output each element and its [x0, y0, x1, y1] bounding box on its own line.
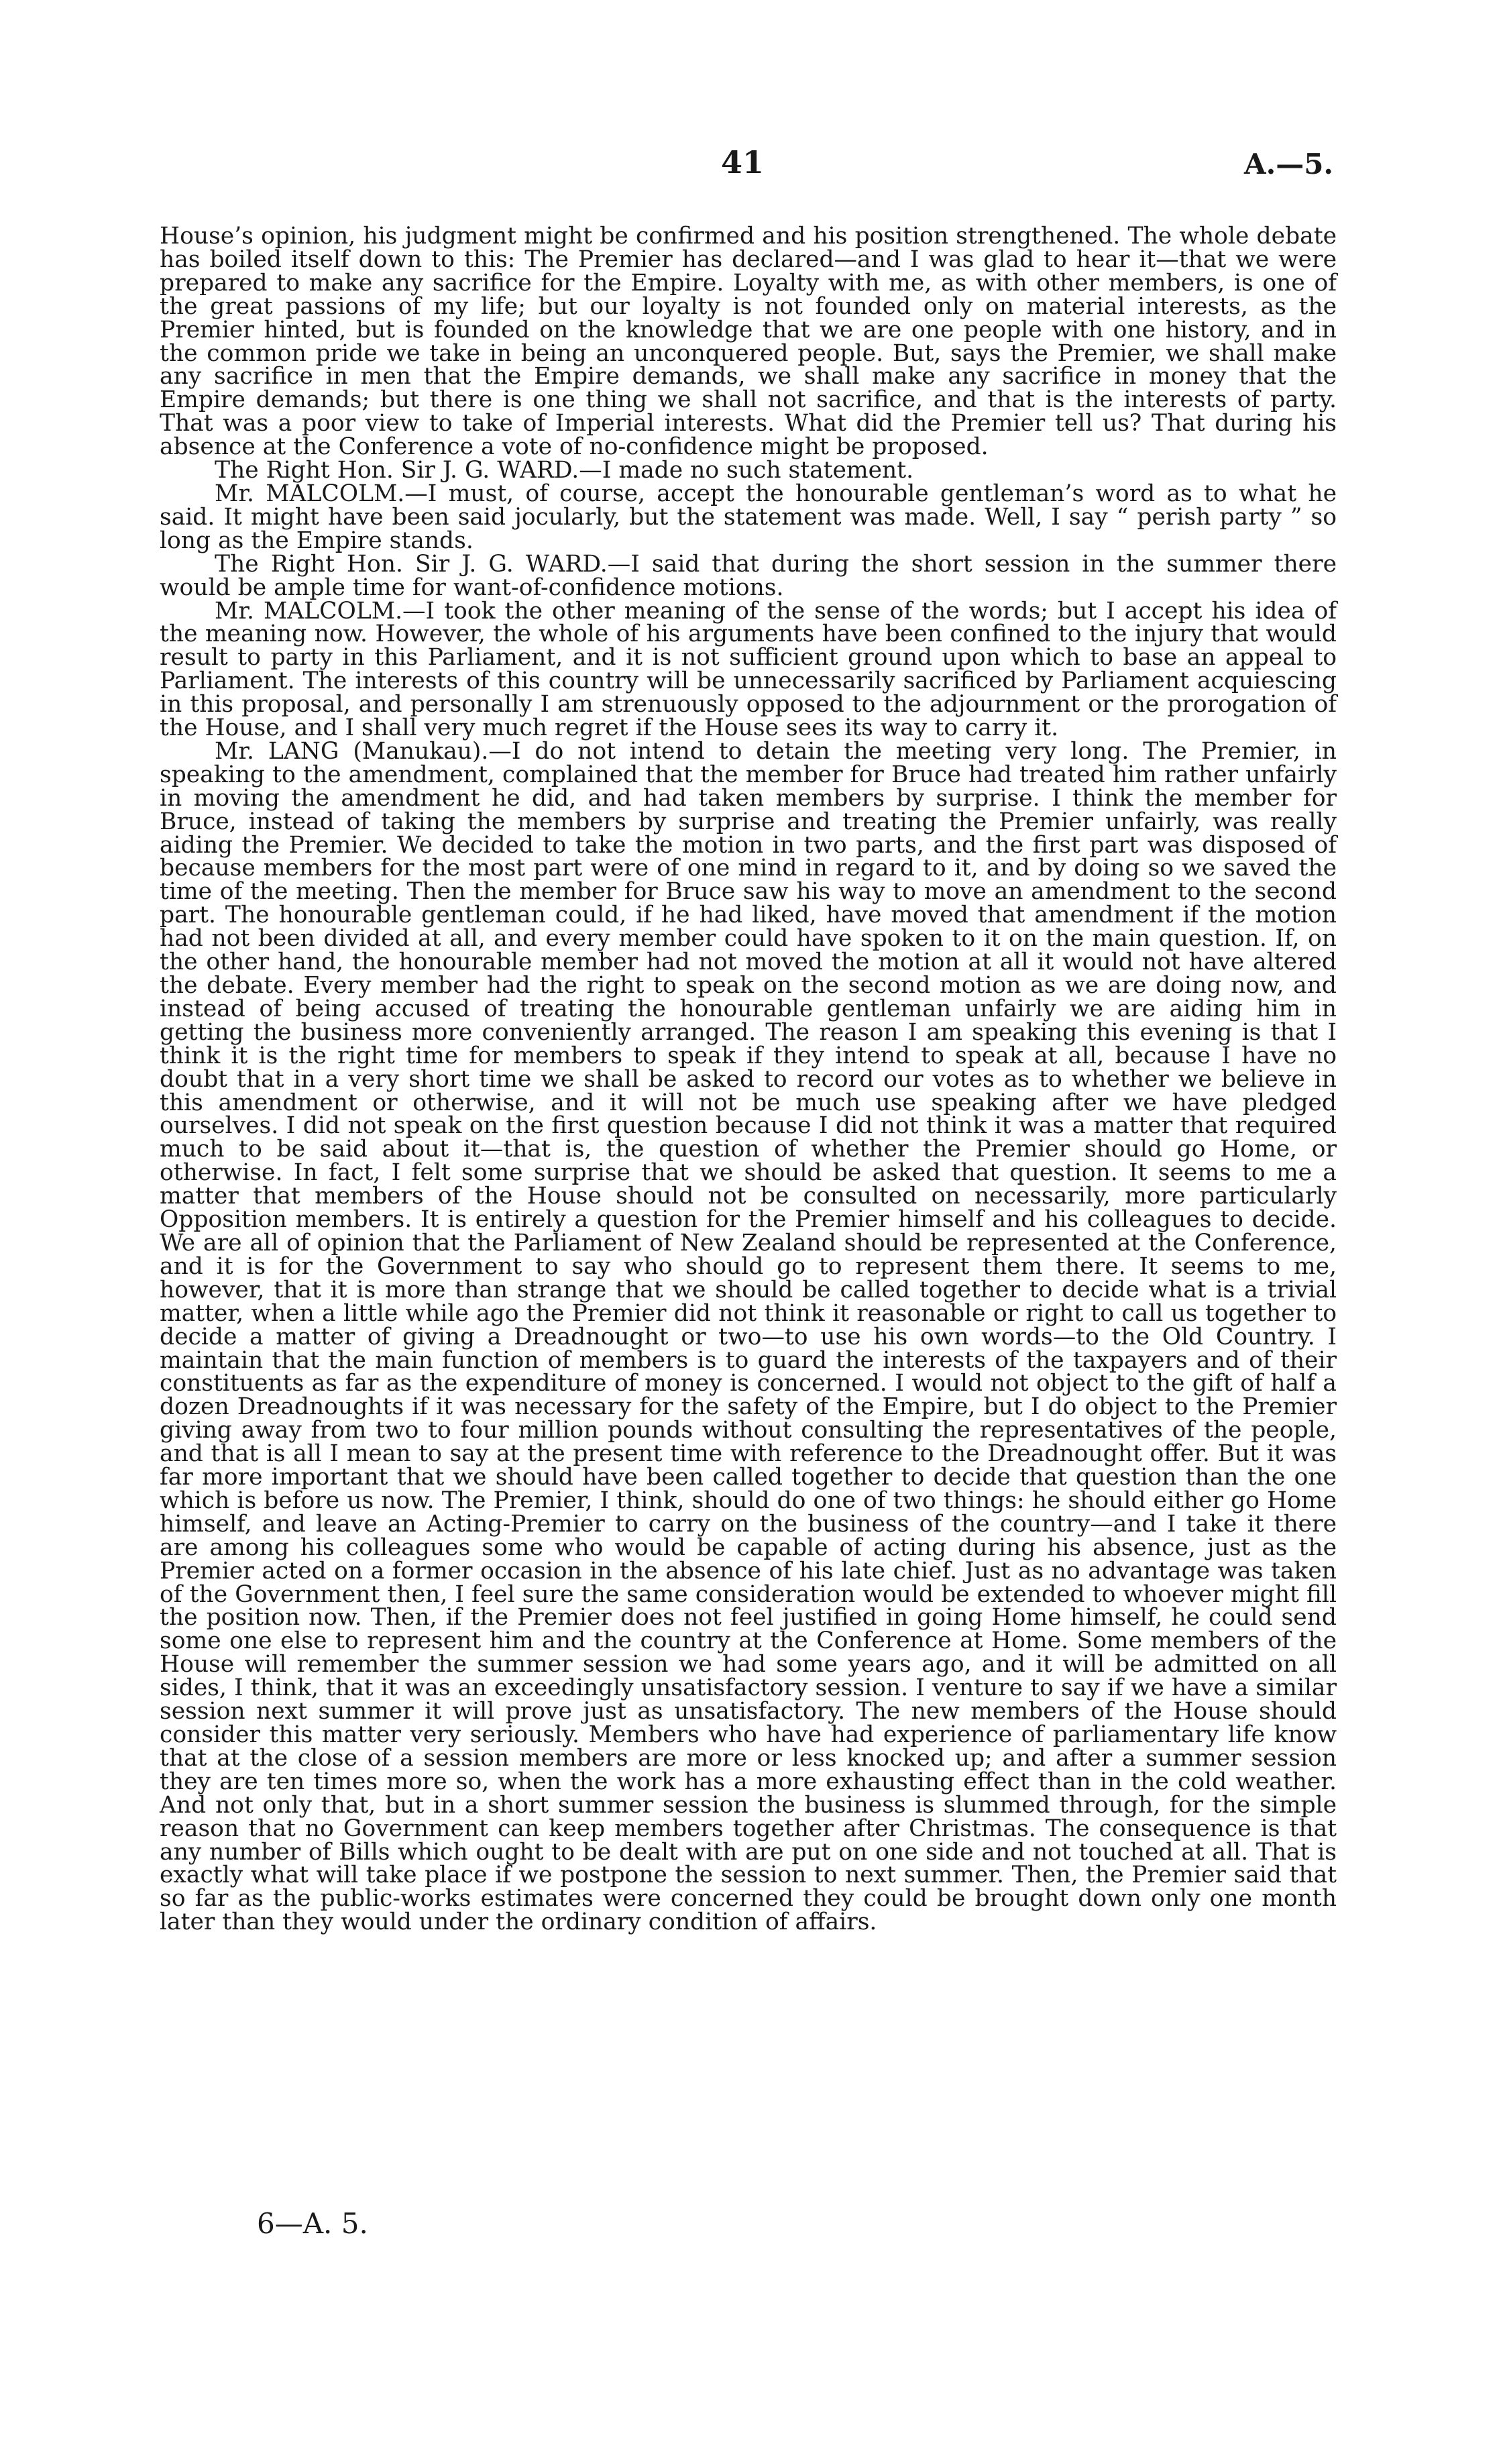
paragraph-lang: Mr. LANG (Manukau).—I do not intend to detain the meeting very long. The Premier, in speaking to the amendment, complained that the member for Bruce had treated him rather unfairly in moving the amendment he did, and had taken members by surprise. I think the member for Bruce, instead of taking the members by surprise and treating the Premier unfairly, was really aiding the Premier. We decided to take the motion in two parts, and the first part was disposed of because members for the most part were of one mind in regard to it, and by doing so we saved the time of the meeting. Then the member for Bruce saw his way to move an amendment to the second part. The honourable gentleman could, if he had liked, have moved that amendment if the motion had not been divided at all, and every member could have spoken to it on the main question. If, on the other hand, the honourable member had not moved the motion at all it would not have altered the debate. Every member had the right to speak on the second motion as we are doing now, and instead of being accused of treating the honourable gentleman unfairly we are aiding him in getting the business more conveniently arranged. The reason I am speaking this evening is that I think it is the right time for members to speak if they intend to speak at all, because I have no doubt that in a very short time we shall be asked to record our votes as to whether we believe in this amendment or otherwise, and it will not be much use speaking after we have pledged ourselves. I did not speak on the first question because I did not think it was a matter that required much to be said about it—that is, the question of whether the Premier should go Home, or otherwise. In fact, I felt some surprise that we should be asked that question. It seems to me a matter that members of the House should not be consulted on necessarily, more particularly Opposition members. It is entirely a question for the Premier himself and his colleagues to decide. We are all of opinion that the Parliament of New Zealand should be represented at the Conference, and it is for the Government to say who should go to represent them there. It seems to me, however, that it is more than strange that we should be called together to decide what is a trivial matter, when a little while ago the Premier did not think it reasonable or right to call us together to decide a matter of giving a Dreadnought or two—to use his own words—to the Old Country. I maintain that the main function of members is to guard the interests of the taxpayers and of their constituents as far as the expenditure of money is concerned. I would not object to the gift of half a dozen Dreadnoughts if it was necessary for the safety of the Empire, but I do object to the Premier giving away from two to four million pounds without consulting the representatives of the people, and that is all I mean to say at the present time with reference to the Dreadnought offer. But it was far more important that we should have been called together to decide that question than the one which is before us now. The Premier, I think, should do one of two things: he should either go Home himself, and leave an Acting-Premier to carry on the business of the country—and I take it there are among his colleagues some who would be capable of acting during his absence, just as the Premier acted on a former occasion in the absence of his late chief. Just as no advantage was taken of the Government then, I feel sure the same consideration would be extended to whoever might fill the position now. Then, if the Premier does not feel justified in going Home himself, he could send some one else to represent him and the country at the Conference at Home. Some members of the House will remember the summer session we had some years ago, and it will be admitted on all sides, I think, that it was an exceedingly unsatisfactory session. I venture to say if we have a similar session next summer it will prove just as unsatisfactory. The new members of the House should consider this matter very seriously. Members who have had experience of parliamentary life know that at the close of a session members are more or less knocked up; and after a summer session they are ten times more so, when the work has a more exhausting effect than in the cold weather. And not only that, but in a short summer session the business is slummed through, for the simple reason that no Government can keep members together after Christmas. The consequence is that any number of Bills which ought to be dealt with are put on one side and not touched at all. That is exactly what will take place if we postpone the session to next summer. Then, the Premier said that so far as the public-works estimates were concerned they could be brought down only one month later than they would under the ordinary condition of affairs. — [160, 737, 1337, 1936]
debate-text — [160, 225, 1337, 1934]
paragraph-ward-1: The Right Hon. Sir J. G. WARD.—I made no such statement. — [215, 457, 914, 484]
page-number: 41 — [721, 144, 765, 180]
paragraph-malcolm-1: Mr. MALCOLM.—I must, of course, accept the honourable gentleman’s word as to what he said. It might have been said jocularly, but the statement was made. Well, I say “ perish party ” so long as the Empire stands. — [160, 480, 1337, 554]
signature-mark: 6—A. 5. — [257, 2207, 368, 2240]
paragraph-malcolm-2: Mr. MALCOLM.—I took the other meaning of the sense of the words; but I accept his idea of the meaning now. However, the whole of his arguments have been confined to the injury that would result to party in this Parliament, and it is not sufficient ground upon which to base an appeal to Parliament. The interests of this country will be unnecessarily sacrificed by Parliament acquiescing in this proposal, and personally I am strenuously opposed to the adjournment or the prorogation of the House, and I shall very much regret if the House sees its way to carry it. — [160, 597, 1337, 742]
paper-reference: A.—5. — [1244, 148, 1334, 180]
paragraph-ward-2: The Right Hon. Sir J. G. WARD.—I said that during the short session in the summer there would be ample time for want-of-confidence motions. — [160, 550, 1337, 601]
paragraph-continuation: House’s opinion, his judgment might be confirmed and his position strengthened. The whole debate has boiled itself down to this: The Premier has declared—and I was glad to hear it—that we were prepared to make any sacrifice for the Empire. Loyalty with me, as with other members, is one of the great passions of my life; but our loyalty is not founded only on material interests, as the Premier hinted, but is founded on the knowledge that we are one people with one history, and in the common pride we take in being an unconquered people. But, says the Premier, we shall make any sacrifice in men that the Empire demands, we shall make any sacrifice in money that the Empire demands; but there is one thing we shall not sacrifice, and that is the interests of party. That was a poor view to take of Imperial interests. What did the Premier tell us? That during his absence at the Conference a vote of no-confidence might be proposed. — [160, 223, 1337, 461]
